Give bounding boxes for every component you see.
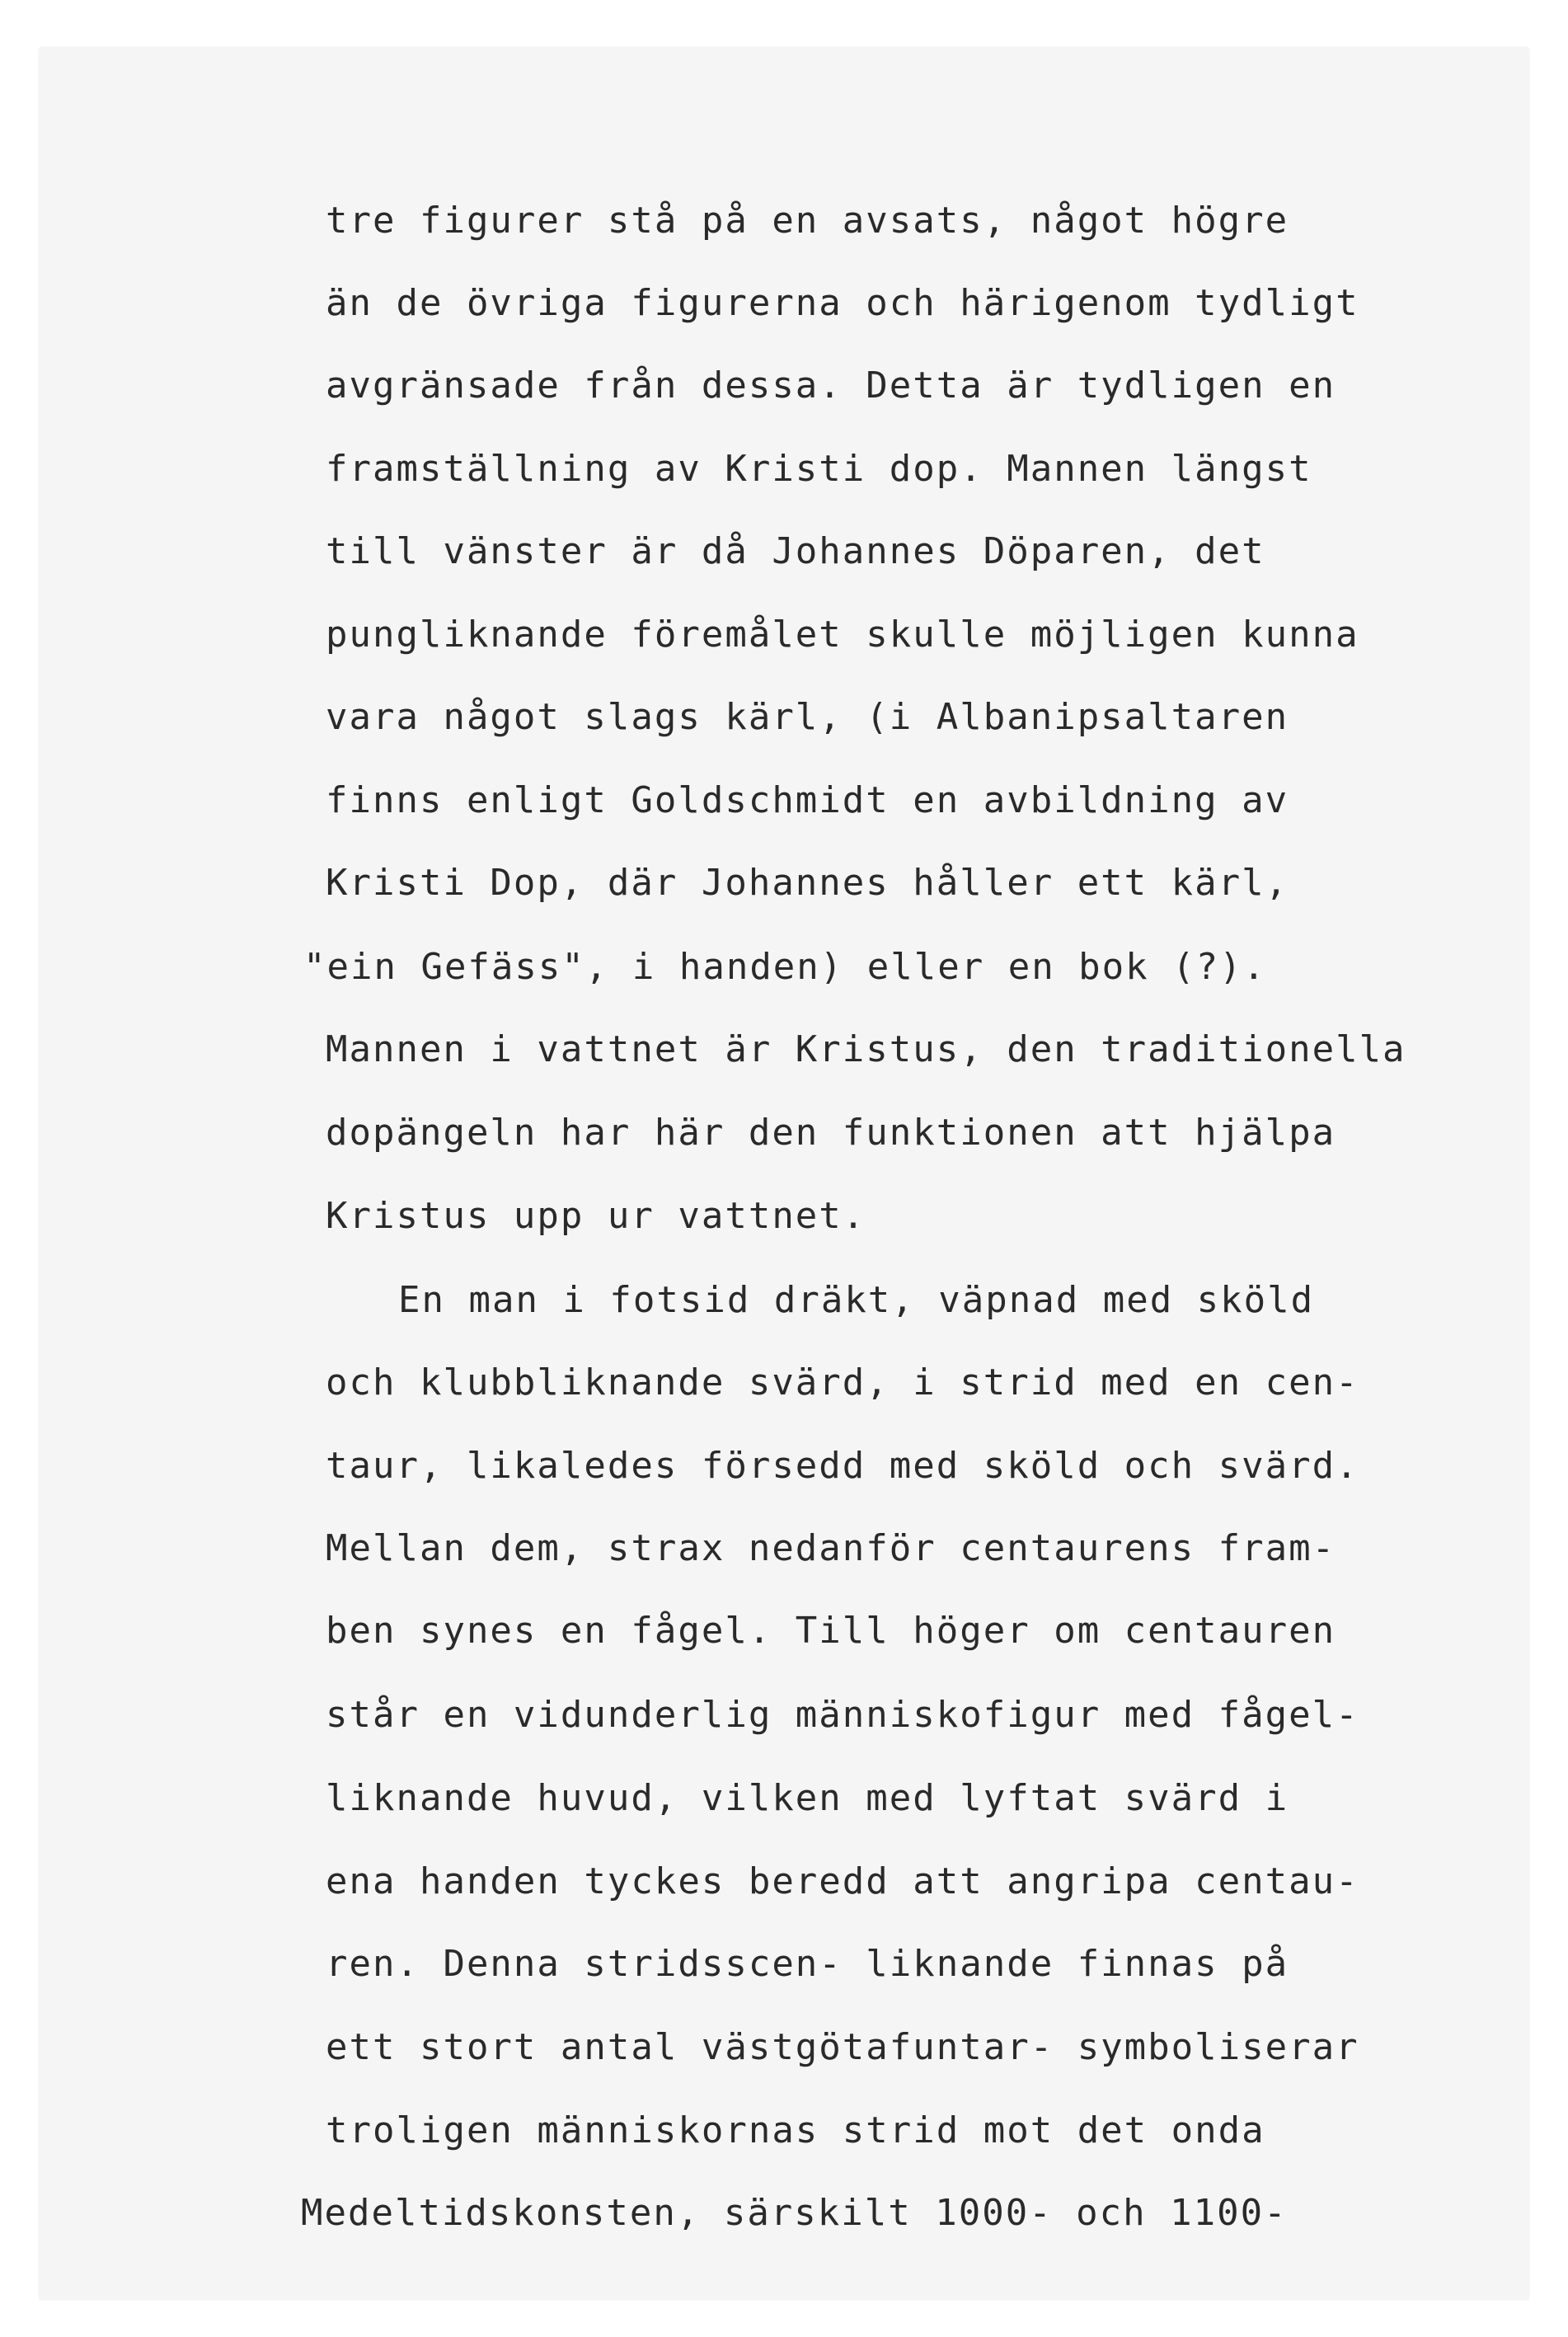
text-line: finns enligt Goldschmidt en avbildning av	[326, 779, 1289, 821]
text-line: taur, likaledes försedd med sköld och svärd.	[326, 1445, 1359, 1487]
text-line: än de övriga figurerna och härigenom tydligt	[326, 282, 1359, 324]
text-line: ett stort antal västgötafuntar- symboliserar	[326, 2026, 1359, 2068]
text-line: står en vidunderlig människofigur med fågel-	[326, 1694, 1359, 1736]
text-line: pungliknande föremålet skulle möjligen kunna	[326, 614, 1359, 656]
text-line: framställning av Kristi dop. Mannen längst	[326, 448, 1312, 490]
text-line: troligen människornas strid mot det onda	[326, 2109, 1265, 2151]
text-line: ena handen tyckes beredd att angripa centau-	[326, 1860, 1359, 1902]
text-line: tre figurer stå på en avsats, något högre	[326, 200, 1289, 242]
text-line: Mannen i vattnet är Kristus, den traditionella	[326, 1028, 1406, 1070]
text-line: vara något slags kärl, (i Albanipsaltaren	[326, 696, 1289, 738]
typed-page	[40, 48, 1528, 2299]
text-line: liknande huvud, vilken med lyftat svärd i	[326, 1777, 1289, 1819]
text-line: ren. Denna stridsscen- liknande finnas på	[326, 1943, 1289, 1985]
text-line: Kristi Dop, där Johannes håller ett kärl,	[326, 862, 1289, 904]
text-line: Medeltidskonsten, särskilt 1000- och 1100-	[301, 2192, 1288, 2234]
text-line: avgränsade från dessa. Detta är tydligen en	[326, 364, 1336, 407]
text-line: dopängeln har här den funktionen att hjälpa	[326, 1112, 1336, 1154]
typed-text-block	[40, 48, 1528, 2299]
text-line: och klubbliknande svärd, i strid med en cen-	[326, 1361, 1359, 1404]
text-line: till vänster är då Johannes Döparen, det	[326, 530, 1265, 572]
text-line: Mellan dem, strax nedanför centaurens fram-	[326, 1527, 1336, 1569]
text-line: ben synes en fågel. Till höger om centauren	[326, 1610, 1336, 1652]
text-line: Kristus upp ur vattnet.	[326, 1195, 866, 1237]
text-line: "ein Gefäss", i handen) eller en bok (?).	[303, 946, 1267, 988]
paragraph-start-line: En man i fotsid dräkt, väpnad med sköld	[398, 1279, 1315, 1321]
